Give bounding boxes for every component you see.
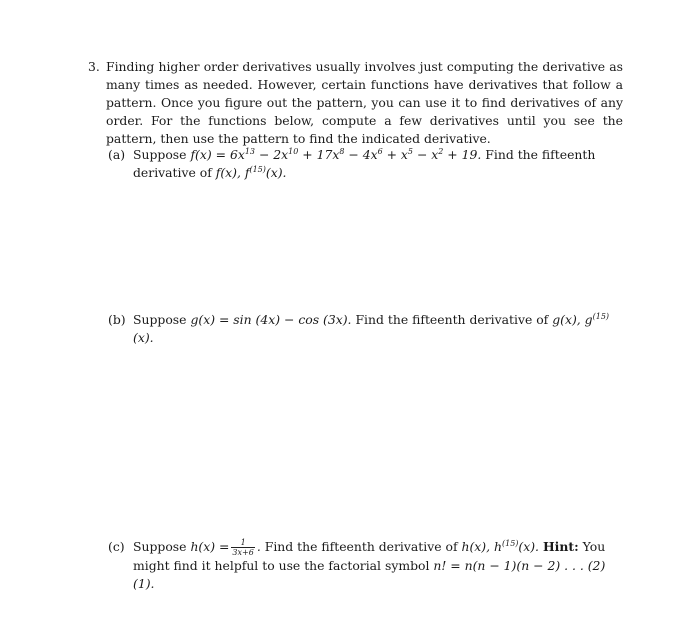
part-a-text	[133, 146, 623, 182]
part-a-lead: Suppose	[133, 147, 187, 162]
part-a-target: f(x), $f^{(15)}(x)$.	[215, 165, 287, 180]
problem-3	[88, 58, 623, 148]
part-b-text	[133, 311, 623, 347]
part-b-function: g(x) = sin (4x) − cos (3x).	[190, 312, 352, 327]
part-c-function: h(x) = $\frac{1}{3x+6}$ .	[190, 538, 261, 557]
fraction: $\frac{1}{3x+6}$	[232, 538, 254, 557]
part-a-instruction: Find the fifteenth derivative of	[133, 147, 596, 180]
part-c-target: h(x), $h^{(15)}(x)$.	[461, 539, 540, 554]
part-b-label: (b)	[108, 312, 126, 327]
part-c-lead: Suppose	[133, 539, 187, 554]
part-b-target: g(x), $g^{(15)}(x)$.	[133, 312, 610, 345]
part-c-label: (c)	[108, 539, 125, 554]
part-b-lead: Suppose	[133, 312, 187, 327]
part-c-text	[133, 538, 623, 593]
part-a-label: (a)	[108, 147, 126, 162]
factorial-definition: n! = n(n − 1)(n − 2) . . . (2)(1).	[133, 558, 606, 591]
problem-number: 3.	[88, 59, 100, 74]
hint-text: You might find it helpful to use the factorial symbol	[133, 539, 606, 573]
part-c	[108, 538, 623, 593]
problem-intro: Finding higher order derivatives usually involves just computing the derivative as many times as needed. However, certain functions have derivatives that follow a pattern. Once you figure out the pattern, you can use it to find derivatives of any order. For the functions below, compute a few derivatives until you see the pattern, then use the pattern to find the indicated derivative.	[106, 59, 623, 146]
part-a-function: $f(x) = 6x^{13} - 2x^{10} + 17x^8 - 4x^6 + x^5 - x^2 + 19$.	[190, 147, 482, 162]
part-b-instruction: Find the fifteenth derivative of	[355, 312, 549, 327]
part-c-instruction: Find the fifteenth derivative of	[264, 539, 458, 554]
part-a	[108, 146, 623, 182]
hint-label: Hint:	[542, 539, 579, 554]
part-b	[108, 311, 623, 347]
